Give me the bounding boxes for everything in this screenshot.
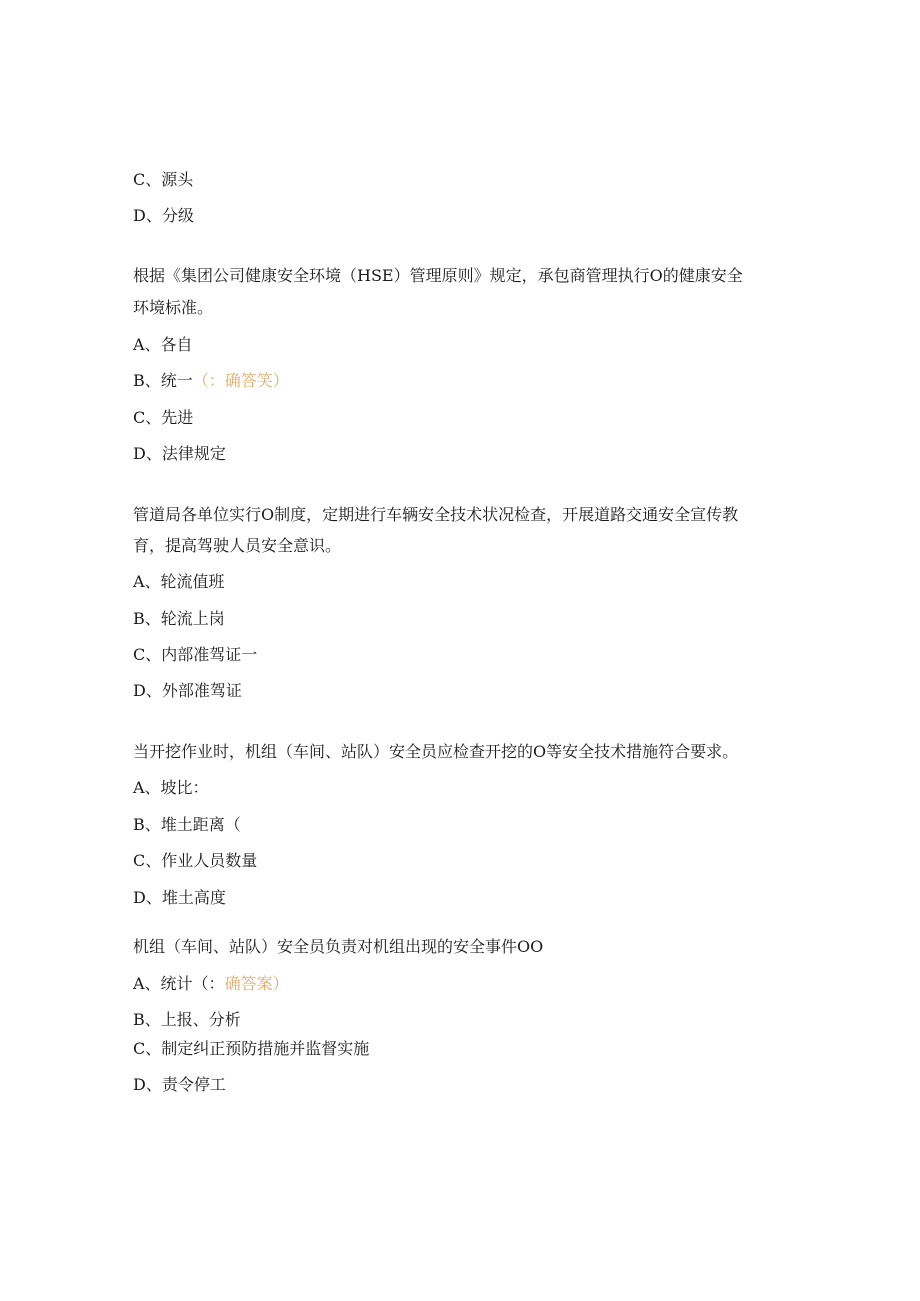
answer-mark: 确答案）: [224, 974, 289, 993]
question-text: [133, 742, 738, 762]
option-b: [133, 371, 289, 391]
option-c: [133, 851, 257, 871]
question-text: [133, 505, 738, 525]
option-text: D、责令停工: [133, 1075, 226, 1094]
option-text: D、分级: [133, 206, 194, 225]
question-line: 根据《集团公司健康安全环境（HSE）管理原则》规定，承包商管理执行O的健康安全: [133, 266, 743, 285]
answer-mark: （：确答笑）: [192, 371, 289, 390]
option-c: [133, 1039, 369, 1059]
option-a: [133, 572, 225, 592]
question-text-continued: [133, 298, 213, 318]
option-c: [133, 408, 193, 428]
option-text: B、轮流上岗: [133, 609, 225, 628]
option-d: [133, 888, 226, 908]
option-text: C、源头: [133, 170, 194, 189]
option-b: [133, 815, 241, 835]
question-line: 当开挖作业时，机组（车间、站队）安全员应检查开挖的O等安全技术措施符合要求。: [133, 742, 739, 761]
option-b: [133, 609, 225, 629]
option-d: [133, 444, 226, 464]
question-text: [133, 266, 743, 286]
option-c: [133, 645, 257, 665]
option-text: C、内部准驾证一: [133, 645, 258, 664]
option-text: B、上报、分析: [133, 1010, 241, 1029]
option-text: A、各自: [133, 335, 193, 354]
question-line: 环境标准。: [133, 298, 214, 317]
option-a: [133, 974, 289, 994]
question-line: 管道局各单位实行O制度，定期进行车辆安全技术状况检查，开展道路交通安全宣传教: [133, 505, 739, 524]
option-text: C、作业人员数量: [133, 851, 258, 870]
option-b: [133, 1010, 241, 1030]
option-d: [133, 206, 194, 226]
option-d: [133, 681, 242, 701]
option-text: D、法律规定: [133, 444, 226, 463]
option-text: A、轮流值班: [133, 572, 225, 591]
option-text: B、堆土距离（: [133, 815, 241, 834]
option-c: [133, 170, 193, 190]
option-text: C、制定纠正预防措施并监督实施: [133, 1039, 370, 1058]
option-a: [133, 335, 193, 355]
question-line: 机组（车间、站队）安全员负责对机组出现的安全事件OO: [133, 937, 544, 956]
option-text: C、先进: [133, 408, 194, 427]
question-line: 育，提高驾驶人员安全意识。: [133, 536, 342, 555]
option-a: [133, 778, 209, 798]
question-text-continued: [133, 536, 341, 556]
option-text: A、统计（：: [133, 974, 225, 993]
option-text: A、坡比：: [133, 778, 209, 797]
option-text: D、堆土高度: [133, 888, 226, 907]
option-text: D、外部准驾证: [133, 681, 242, 700]
question-text: [133, 937, 543, 957]
option-text: B、统一: [133, 371, 193, 390]
option-d: [133, 1075, 226, 1095]
